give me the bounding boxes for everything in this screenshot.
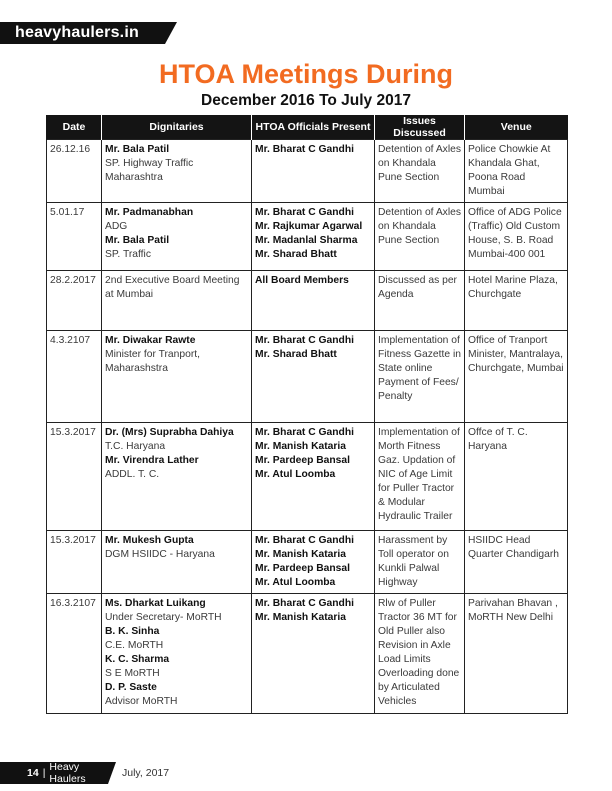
official-name: Mr. Bharat C Gandhi: [255, 207, 354, 218]
page-footer: [0, 762, 612, 784]
dignitary-name: Ms. Dharkat Luikang: [105, 598, 206, 609]
issues-cell: Detention of Axles on Khandala Pune Section: [375, 203, 465, 271]
dignitaries-cell: [102, 271, 252, 331]
date-cell: 28.2.2017: [47, 271, 102, 331]
official-name: Mr. Pardeep Bansal: [255, 563, 350, 574]
table-row: [47, 423, 568, 531]
issues-cell: Rlw of Puller Tractor 36 MT for Old Puller also Revision in Axle Load Limits Overloading done by Articulated Vehicles: [375, 594, 465, 714]
official-name: Mr. Madanlal Sharma: [255, 235, 358, 246]
officials-cell: [252, 531, 375, 594]
venue-cell: HSIIDC Head Quarter Chandigarh: [465, 531, 568, 594]
date-cell: 5.01.17: [47, 203, 102, 271]
page-title: HTOA Meetings During: [158, 59, 453, 89]
column-header: Date: [47, 115, 102, 140]
issues-cell: Implementation of Fitness Gazette in State online Payment of Fees/ Penalty: [375, 331, 465, 423]
table-header-row: [47, 115, 568, 140]
venue-cell: Hotel Marine Plaza, Churchgate: [465, 271, 568, 331]
issue-date: July, 2017: [122, 767, 170, 779]
official-name: Mr. Atul Loomba: [255, 577, 336, 588]
issues-cell: Implementation of Morth Fitness Gaz. Updation of NIC of Age Limit for Puller Tractor & Modular Hydraulic Trailer: [375, 423, 465, 531]
brand-logo: heavyhaulers.in: [0, 22, 165, 44]
table-row: [47, 203, 568, 271]
dignitary-title: DGM HSIIDC - Haryana: [105, 549, 215, 560]
table-row: [47, 531, 568, 594]
issues-cell: Harassment by Toll operator on Kunkli Palwal Highway: [375, 531, 465, 594]
dignitary-name: Mr. Diwakar Rawte: [105, 335, 196, 346]
dignitary-name: Dr. (Mrs) Suprabha Dahiya: [105, 427, 234, 438]
dignitary-title: 2nd Executive Board Meeting at Mumbai: [105, 275, 240, 300]
official-name: Mr. Bharat C Gandhi: [255, 144, 354, 155]
dignitaries-cell: [102, 531, 252, 594]
official-name: Mr. Rajkumar Agarwal: [255, 221, 363, 232]
table-row: [47, 271, 568, 331]
venue-cell: Office of Tranport Minister, Mantralaya, Churchgate, Mumbai: [465, 331, 568, 423]
officials-cell: [252, 423, 375, 531]
column-header: Issues Discussed: [375, 115, 465, 140]
officials-cell: [252, 203, 375, 271]
dignitary-name: Mr. Bala Patil: [105, 235, 170, 246]
official-name: Mr. Manish Kataria: [255, 441, 346, 452]
date-cell: 4.3.2107: [47, 331, 102, 423]
dignitary-name: B. K. Sinha: [105, 626, 160, 637]
official-name: Mr. Manish Kataria: [255, 549, 346, 560]
official-name: Mr. Bharat C Gandhi: [255, 598, 354, 609]
dignitary-name: Mr. Bala Patil: [105, 144, 170, 155]
dignitaries-cell: [102, 423, 252, 531]
dignitary-title: S E MoRTH: [105, 668, 160, 679]
dignitary-title: ADG: [105, 221, 128, 232]
column-header: Venue: [465, 115, 568, 140]
officials-cell: [252, 331, 375, 423]
page-number: 14: [27, 767, 39, 779]
footer-separator: |: [42, 767, 46, 779]
column-header: HTOA Officials Present: [252, 115, 375, 140]
date-cell: 16.3.2107: [47, 594, 102, 714]
official-name: Mr. Pardeep Bansal: [255, 455, 350, 466]
dignitaries-cell: [102, 331, 252, 423]
table-row: [47, 331, 568, 423]
dignitary-name: Mr. Mukesh Gupta: [105, 535, 194, 546]
dignitaries-cell: [102, 203, 252, 271]
dignitary-name: K. C. Sharma: [105, 654, 170, 665]
official-name: Mr. Sharad Bhatt: [255, 349, 337, 360]
issues-cell: Discussed as per Agenda: [375, 271, 465, 331]
dignitary-title: Advisor MoRTH: [105, 696, 178, 707]
dignitary-title: T.C. Haryana: [105, 441, 166, 452]
official-name: Mr. Bharat C Gandhi: [255, 335, 354, 346]
dignitary-name: Mr. Virendra Lather: [105, 455, 199, 466]
dignitary-title: C.E. MoRTH: [105, 640, 164, 651]
officials-cell: [252, 594, 375, 714]
dignitary-title: SP. Traffic: [105, 249, 151, 260]
meetings-table: [46, 115, 568, 714]
official-name: Mr. Manish Kataria: [255, 612, 346, 623]
dignitary-name: Mr. Padmanabhan: [105, 207, 194, 218]
page-subtitle: December 2016 To July 2017: [201, 92, 411, 109]
table-row: [47, 140, 568, 203]
dignitary-name: D. P. Saste: [105, 682, 157, 693]
official-name: Mr. Bharat C Gandhi: [255, 535, 354, 546]
officials-cell: [252, 271, 375, 331]
dignitaries-cell: [102, 594, 252, 714]
official-name: All Board Members: [255, 275, 349, 286]
official-name: Mr. Atul Loomba: [255, 469, 336, 480]
date-cell: 26.12.16: [47, 140, 102, 203]
issues-cell: Detention of Axles on Khandala Pune Section: [375, 140, 465, 203]
magazine-name: Heavy Haulers: [49, 761, 86, 785]
dignitary-title: Under Secretary- MoRTH: [105, 612, 222, 623]
officials-cell: [252, 140, 375, 203]
dignitaries-cell: [102, 140, 252, 203]
venue-cell: Offce of T. C. Haryana: [465, 423, 568, 531]
date-cell: 15.3.2017: [47, 531, 102, 594]
footer-bar: [0, 762, 108, 784]
date-cell: 15.3.2017: [47, 423, 102, 531]
dignitary-title: ADDL. T. C.: [105, 469, 160, 480]
official-name: Mr. Sharad Bhatt: [255, 249, 337, 260]
table-row: [47, 594, 568, 714]
dignitary-title: SP. Highway Traffic: [105, 158, 194, 169]
venue-cell: Police Chowkie At Khandala Ghat, Poona Road Mumbai: [465, 140, 568, 203]
dignitary-title: Minister for Tranport, Maharashstra: [105, 349, 200, 374]
official-name: Mr. Bharat C Gandhi: [255, 427, 354, 438]
dignitary-title: Maharashtra: [105, 172, 163, 183]
column-header: Dignitaries: [102, 115, 252, 140]
venue-cell: Parivahan Bhavan , MoRTH New Delhi: [465, 594, 568, 714]
venue-cell: Office of ADG Police (Traffic) Old Custom House, S. B. Road Mumbai-400 001: [465, 203, 568, 271]
